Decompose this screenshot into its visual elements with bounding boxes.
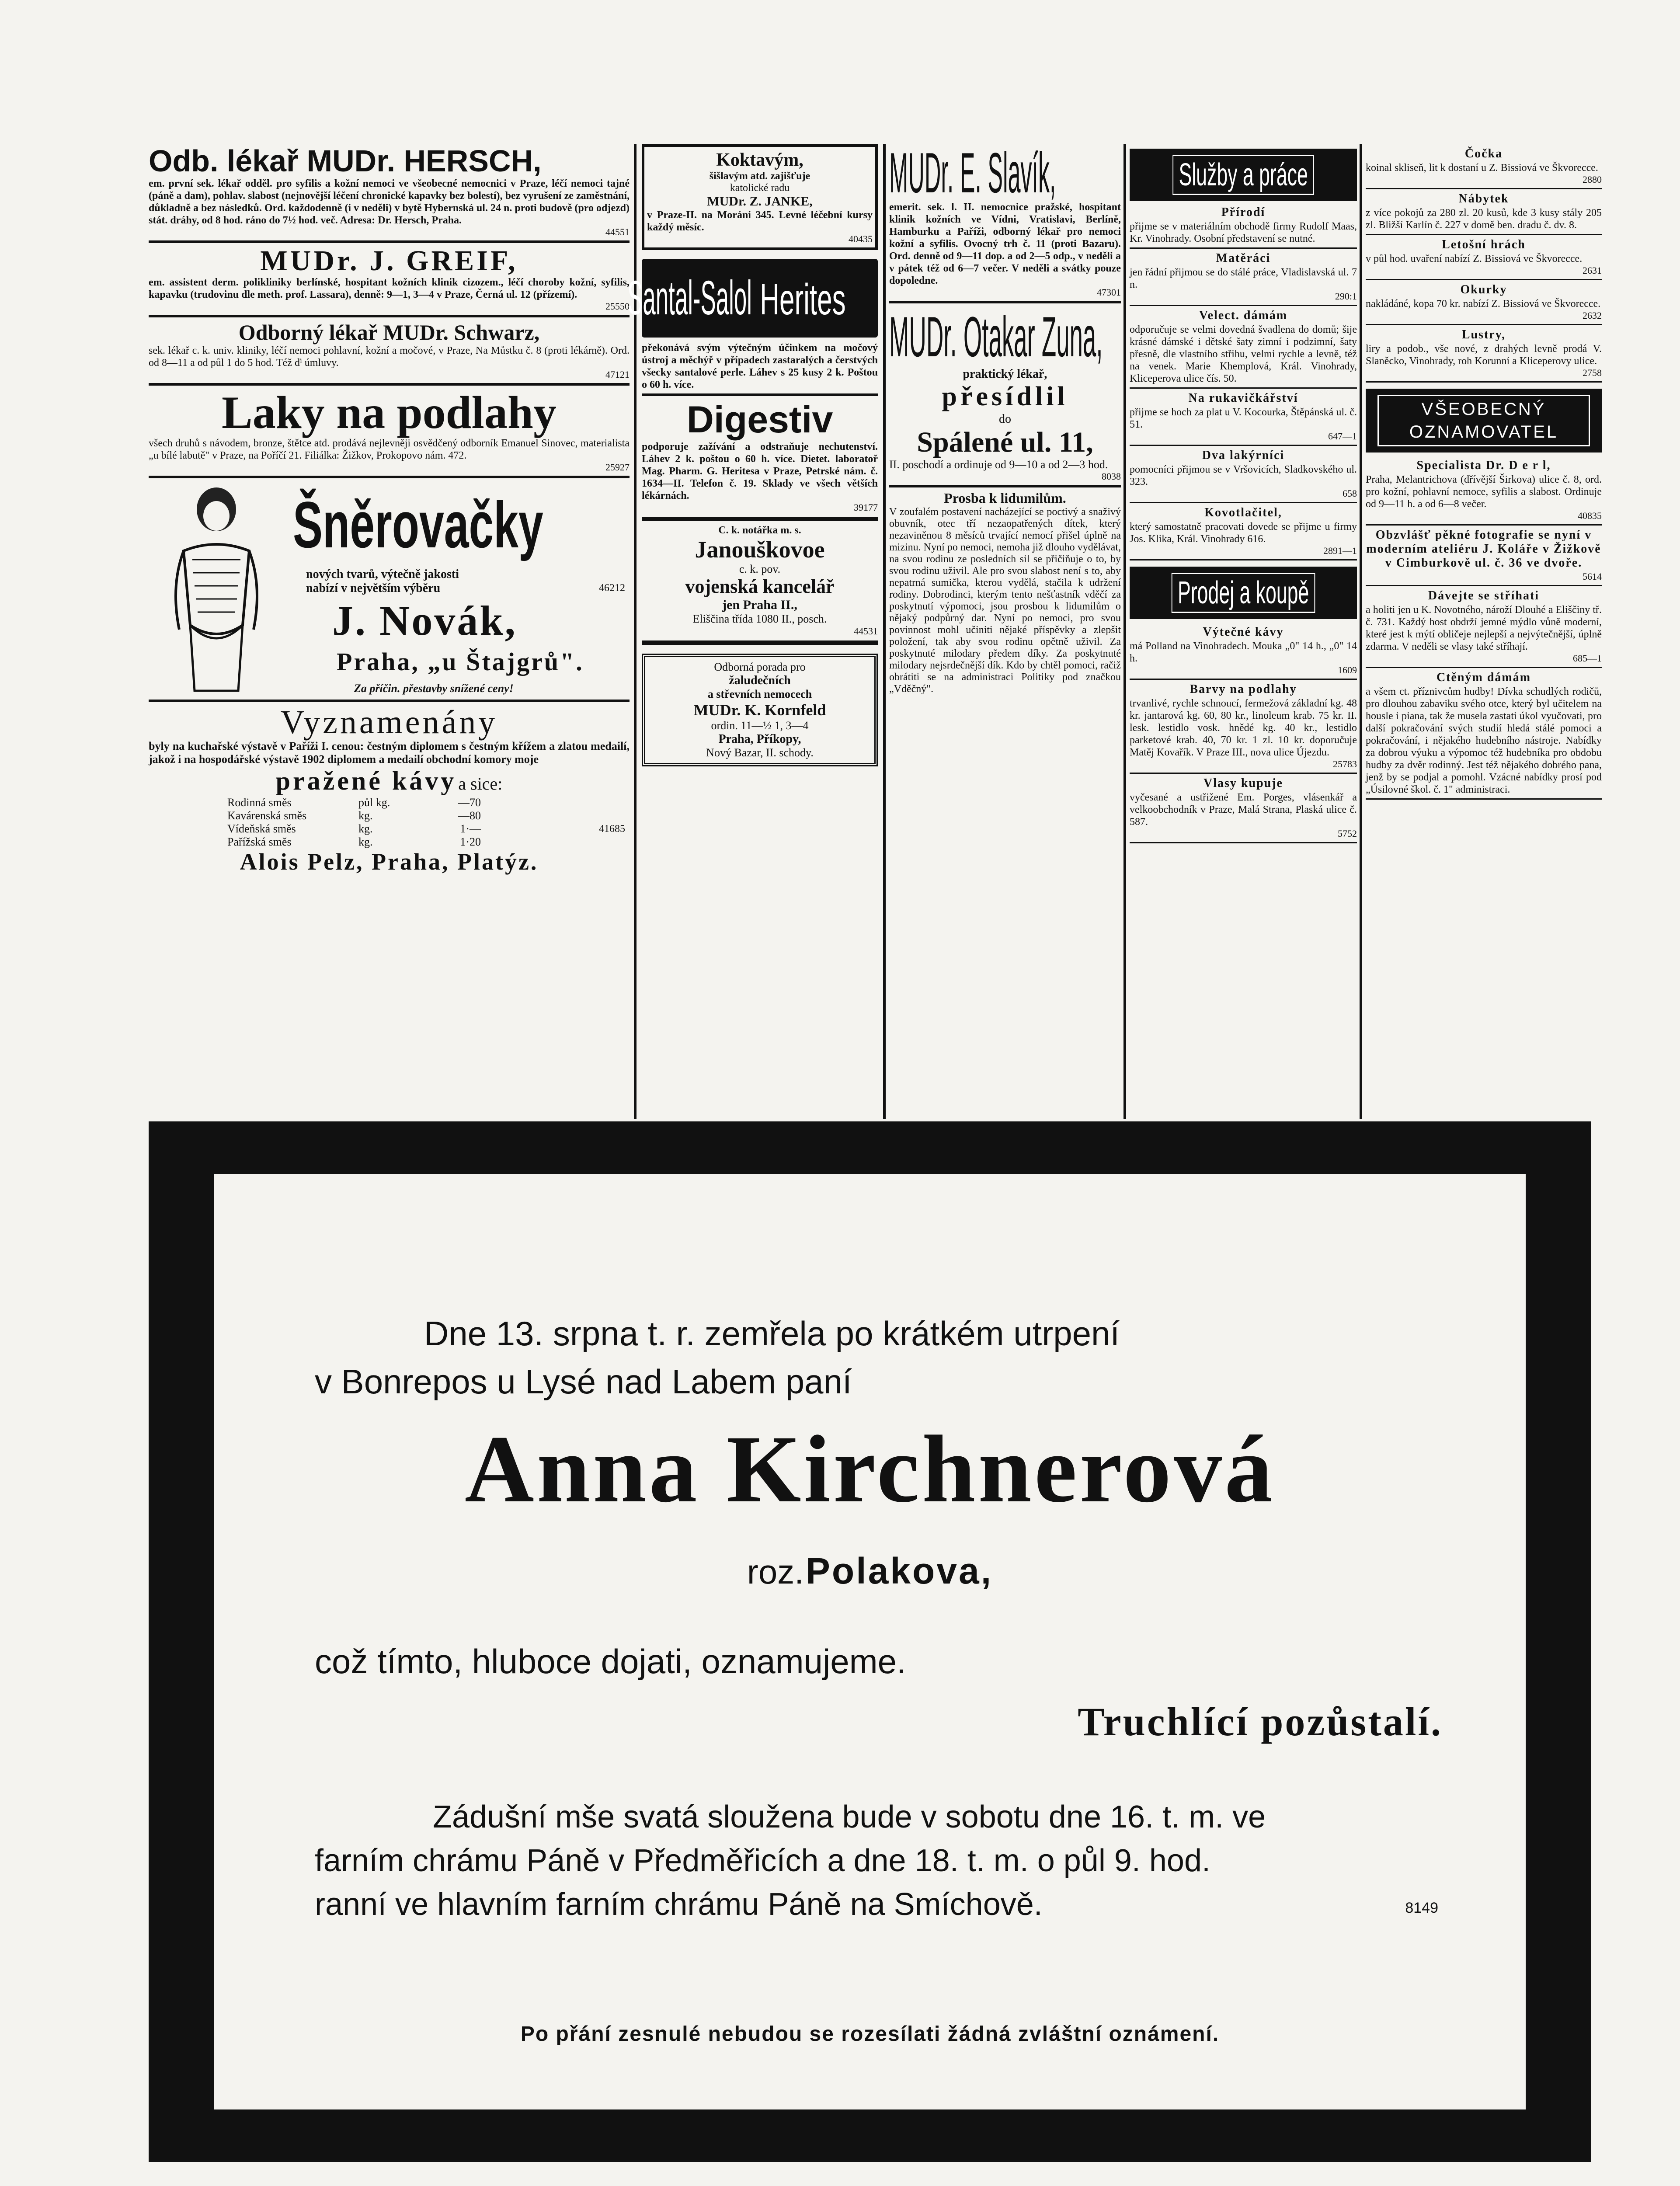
zuna-do: do: [999, 412, 1011, 426]
classified-item-text: nakládáné, kopa 70 kr. nabízí Z. Bissiová ve Škvorecce.: [1366, 298, 1601, 310]
kornfeld-address-1: Praha, Příkopy,: [718, 732, 801, 746]
classified-item-text: liry a podob., vše nové, z drahých levně prodá V. Slaněcko, Vinohrady, roh Korunní a Kliceperovy ulice.: [1366, 343, 1602, 367]
kornfeld-address-2: Nový Bazar, II. schody.: [706, 746, 814, 759]
column-5: [1366, 144, 1602, 1119]
santal-text: překonává svým výtečným účinkem na močový ústroj a měchýř v případech zastaralých a čerstvých všecky santalové perle. Láhev s 25 kusy 2 k. Poštou o 60 h. více.: [642, 342, 878, 390]
schwarz-number: 47121: [605, 369, 630, 380]
prodej-listing: [1130, 625, 1357, 843]
sluzby-listing: [1130, 205, 1357, 560]
janouskova-text-1: c. k. pov.: [739, 563, 781, 575]
digestiv-title: Digestiv: [686, 399, 833, 441]
sluzby-item-title: Matěráci: [1216, 251, 1271, 265]
oznamovatel-item-title: Dávejte se stříhati: [1428, 589, 1540, 602]
greif-title: MUDr. J. GREIF,: [260, 245, 518, 277]
laky-title: Laky na podlahy: [222, 387, 557, 438]
janke-heading: Koktavým,: [716, 150, 803, 170]
kornfeld-text-2: žaludečních: [729, 674, 791, 687]
classified-item-text: z více pokojů za 280 zl. 20 kusů, kde 3 kusy stály 205 zl. Bližší Karlín č. 227 v domě ben. dradu č. dv. 8.: [1366, 207, 1602, 231]
sluzby-item-text: přijme se v materiálním obchodě firmy Rudolf Maas, Kr. Vinohrady. Osobní představení se nutné.: [1130, 221, 1357, 244]
snerovacky-ad: [149, 481, 630, 752]
santal-salol-ad: [627, 259, 878, 391]
coffee-row: [227, 835, 498, 849]
digestiv-ad: [642, 399, 878, 513]
schwarz-ad: [149, 320, 630, 380]
janouskova-text-2: vojenská kancelář: [685, 576, 835, 597]
column-4: [1130, 144, 1357, 1119]
schwarz-title: Odborný lékař MUDr. Schwarz,: [238, 320, 540, 345]
prodej-item-title: Výtečné kávy: [1203, 625, 1284, 639]
laky-number: 25927: [605, 462, 630, 473]
classified-item-title: Lustry,: [1461, 328, 1506, 341]
prodej-item-number: 25783: [1333, 759, 1357, 769]
classified-item-text: koinal skliseň, lit k dostaní u Z. Bissiová ve Škvorecce.: [1366, 162, 1598, 174]
oznamovatel-item: [1366, 671, 1602, 800]
snerovacky-title: Šněrovačky: [293, 488, 543, 561]
nee-name: Polakova,: [805, 1550, 993, 1591]
death-notice-frame: [149, 1121, 1591, 2162]
novak-note: Za příčin. přestavby snížené ceny!: [354, 682, 514, 695]
novak-address: Praha, „u Štajgrů".: [337, 647, 584, 676]
column-rule-2: [883, 144, 886, 1119]
oznamovatel-item: [1366, 528, 1602, 586]
classified-item-number: 2880: [1583, 174, 1602, 185]
prodej-item: [1130, 776, 1357, 843]
coffee-row: [227, 809, 498, 822]
janouskova-address-1: jen Praha II.,: [722, 598, 797, 612]
coffee-name: Pařížská směs: [227, 835, 292, 848]
coffee-price-list: [149, 796, 630, 849]
sluzby-item: [1130, 309, 1357, 389]
classified-item: [1366, 283, 1602, 325]
oznamovatel-listing: [1366, 459, 1602, 800]
janouskova-name: Janouškovoe: [695, 536, 825, 563]
deceased-name: Anna Kirchnerová: [464, 1416, 1276, 1522]
classified-item-title: Čočka: [1464, 147, 1503, 160]
sluzby-item: [1130, 205, 1357, 249]
coffee-price: 1·20: [460, 835, 481, 848]
prosba-text: V zoufalém postavení nacházející se poctivý a snaživý obuvník, otec tří nezaopatřených dítek, který nezaviněnou 8 měsíců trvající nemocí přišel úplně na mizinu. Nyní po nemoci, nemoha již dlouho vydělávat, na svou rodinu ze posledních sil se přičiňuje o to, by svou rodinu uživil. Ale pro svou slabost není s to, aby nepatrná sumička, kterou vydělá, stačila k udržení rodiny. Dobrodinci, kterým tento nešťastník vděčí za poskytnutí výpomoci, jsou prosbou k lidumilům o nějaký podpůrný dar. Nyní po nemoci, pro svou povinnost mohl učiniti nějaké příspěvky a zlepšit položení, tak aby svou rodinu opětně uživil. Za poskytnuté milodary předem díky. Za poskytnuté milodary nejsrdečnější dík. Kdo by chtěl pomoci, račiž obrátiti se na administraci Politiky pod značkou „Vděčný".: [889, 506, 1121, 695]
coffee-name: Kavárenská směs: [227, 809, 307, 822]
hersch-ad: [149, 144, 630, 238]
santal-banner: [627, 259, 878, 338]
coffee-price: —80: [458, 809, 481, 822]
classified-item: [1366, 147, 1602, 189]
sluzby-item: [1130, 251, 1357, 306]
hersch-number: 44551: [605, 226, 630, 237]
janke-text-2: katolické radu: [730, 182, 790, 194]
oznamovatel-item-text: a holiti jen u K. Novotného, nároží Dlouhé a Eliščiny tř. č. 731. Každý host obdrží jemné mýdlo vůně moderní, které jest k mýtí obličeje nejlepší a nejvýtečnější, úplně zdarma. V neděli se vlasy také stříhají.: [1366, 604, 1602, 652]
snerovacky-text-2: nabízí v největším výběru: [306, 581, 441, 595]
death-notice-number: 8149: [1405, 1900, 1438, 1916]
zuna-address: Spálené ul. 11,: [917, 426, 1093, 458]
sluzby-item-text: přijme se hoch za plat u V. Kocourka, Štěpánská ul. č. 51.: [1130, 407, 1357, 430]
oznamovatel-item-text: Praha, Melantrichova (dřívější Širkova) ulice č. 8, ord. pro kožní, pohlavní nemoce, syfilis a slabost. Ordinuje od 9—11 h. a od 6—8 večer.: [1366, 474, 1602, 510]
kornfeld-text-3: a střevních nemocech: [707, 688, 812, 700]
prodej-item: [1130, 625, 1357, 680]
prodej-item-text: vyčesané a ustřižené Em. Porges, vlásenkář a velkoobchodník v Praze, Malá Strana, Plaská ulice č. 587.: [1130, 792, 1357, 828]
santal-line-2: Herites: [760, 275, 846, 324]
coffee-price: —70: [458, 796, 481, 809]
death-line-2: v Bonrepos u Lysé nad Labem paní: [315, 1362, 852, 1401]
prodej-header: [1130, 567, 1357, 619]
prodej-item-title: Barvy na podlahy: [1190, 682, 1297, 696]
oznamovatel-item-number: 40835: [1578, 510, 1602, 521]
coffee-unit: kg.: [358, 822, 373, 835]
sluzby-header: [1130, 149, 1357, 201]
slavik-title: MUDr. E. Slavík,: [889, 141, 1056, 205]
sluzby-item-number: 290:1: [1335, 291, 1357, 302]
prodej-item: [1130, 682, 1357, 774]
zuna-title: MUDr. Otakar Zuna,: [889, 305, 1103, 369]
prodej-item-title: Vlasy kupuje: [1203, 776, 1283, 790]
laky-text: všech druhů s návodem, bronze, štětce atd. prodává nejlevněji osvědčený odborník Emanuel Sinovec, materialista „u bílé labutě" v Praze, na Poříčí 21. Filiálka: Žižkov, Prokopovo nám. 472.: [149, 438, 630, 461]
sluzby-item-title: Na rukavičkářství: [1188, 391, 1298, 405]
vyznamenany-text: byly na kuchařské výstavě v Paříži I. cenou: čestným diplomem s čestným křížem a zlatou medailí, jakož i na hospodářské výstavě 1902 diplomem a medailí obchodní komory moje: [149, 740, 630, 766]
vyznamenany-title: Vyznamenány: [280, 704, 498, 741]
prodej-item-text: má Polland na Vinohradech. Mouka „0" 14 h., „0" 14 h.: [1130, 640, 1357, 664]
mass-line-2: farním chrámu Páně v Předměřicích a dne 18. t. m. o půl 9. hod.: [315, 1843, 1211, 1878]
prodej-item-number: 5752: [1338, 828, 1357, 839]
coffee-row: [227, 822, 498, 835]
coffee-name: Rodinná směs: [227, 796, 292, 809]
kornfeld-name: MUDr. K. Kornfeld: [693, 701, 826, 719]
schwarz-text: sek. lékař c. k. univ. kliniky, léčí nemoci pohlavní, kožní a močové, v Praze, Na Můstku č. 8 (proti lékárně). Ord. od 8—11 a od půl 1 do 5 hod. Též dⁱ úmluvy.: [149, 345, 630, 369]
sluzby-item: [1130, 449, 1357, 503]
column-3: [889, 141, 1121, 1119]
oznamovatel-item-number: 685—1: [1573, 653, 1602, 664]
column-1: [149, 144, 630, 1119]
column-rule-3: [1123, 144, 1126, 1119]
oznamovatel-header: [1366, 389, 1602, 453]
classified-item-number: 2632: [1583, 310, 1602, 321]
sluzby-item-title: Velect. dámám: [1199, 309, 1288, 322]
janke-text-1: šišlavým atd. zajišťuje: [709, 171, 810, 182]
sluzby-item-number: 658: [1343, 488, 1357, 499]
janke-address: v Praze-II. na Moráni 345. Levné léčební kursy každý měsíc.: [647, 209, 873, 233]
sluzby-item-title: Přírodí: [1221, 205, 1266, 219]
oznamovatel-item-title: Ctěným dámám: [1436, 671, 1531, 684]
zuna-moved: přesídlil: [942, 382, 1068, 411]
classified-item: [1366, 192, 1602, 235]
greif-number: 25550: [605, 301, 630, 312]
zuna-subtitle: praktický lékař,: [963, 367, 1047, 381]
sluzby-header-label: Služby a práce: [1172, 155, 1314, 195]
classified-item: [1366, 328, 1602, 383]
classifieds-listing: [1366, 147, 1602, 383]
novak-name: J. Novák,: [332, 597, 517, 644]
oznamovatel-header-label: VŠEOBECNÝ OZNAMOVATEL: [1377, 395, 1590, 446]
sluzby-item-title: Kovotlačitel,: [1204, 506, 1282, 519]
column-2: [627, 144, 878, 1119]
zuna-ad: [889, 306, 1121, 482]
snerovacky-number: 46212: [599, 582, 625, 594]
kornfeld-ad: [642, 654, 878, 766]
classified-item-text: v půl hod. uvaření nabízí Z. Bissiová ve Škvorecce.: [1366, 253, 1583, 265]
classified-item-number: 2758: [1583, 367, 1602, 378]
janke-ad: [642, 144, 878, 250]
slavik-number: 47301: [1097, 287, 1121, 298]
janke-number: 40435: [849, 233, 873, 244]
coffee-unit: půl kg.: [358, 796, 390, 809]
oznamovatel-item: [1366, 589, 1602, 668]
prosba-ad: [889, 490, 1121, 695]
nee-prefix: roz.: [747, 1552, 804, 1591]
prazene-title: pražené kávy: [275, 766, 457, 795]
zuna-number: 8038: [1102, 471, 1121, 482]
death-line-3: což tímto, hluboce dojati, oznamujeme.: [315, 1642, 906, 1681]
classified-item-title: Letošní hrách: [1442, 238, 1526, 251]
hersch-text: em. první sek. lékař odděl. pro syfilis a kožní nemoci ve všeobecné nemocnici v Praze, léčí nemoci tajné (páně a dam), pohlav. slabost (nejnovější léčení chronické kapavky bez bolestí), bez vyrušení ze zaměstnání, důkladně a bez následků. Ord. každodenně (i v neděli) v bytě Hybernská ul. 24 n. proti budově (pro odjezd) stát. dráhy, od 8 hod. ráno do 7½ hod. več. Adresa: Dr. Hersch, Praha.: [149, 178, 630, 226]
nee-line: [214, 1550, 1526, 1592]
coffee-unit: kg.: [358, 835, 373, 848]
coffee-name: Vídeňská směs: [227, 822, 296, 835]
prodej-item-number: 1609: [1338, 665, 1357, 675]
sluzby-item-text: odporučuje se velmi dovedná švadlena do domů; šije krásné dámské i dětské šaty zimní i podzimní, šaty přesně, dle vlastního střihu, velmi rychle a levně, též na venek. Marie Khemplová, Král. Vinohrady, Kliceperova ulice čís. 50.: [1130, 324, 1357, 384]
oznamovatel-item: [1366, 459, 1602, 526]
sluzby-item: [1130, 506, 1357, 560]
sluzby-item: [1130, 391, 1357, 446]
prosba-title: Prosba k lidumilům.: [944, 490, 1066, 506]
janouskova-address-2: Eliščina třída 1080 II., posch.: [692, 613, 827, 625]
sluzby-item-number: 647—1: [1328, 431, 1357, 442]
greif-text: em. assistent derm. polikliniky berlínské, hospitant kožních klinik cizozem., léčí choroby kožní, syfilis, kapavku (trudovinu dle meth. prof. Lassara), denně: 9—1, 3—4 v Praze, Černá ul. 12 (přízemí).: [149, 277, 630, 300]
classified-item-number: 2631: [1583, 265, 1602, 276]
sluzby-item-text: jen řádní přijmou se do stálé práce, Vladislavská ul. 7 n.: [1130, 267, 1357, 290]
hersch-title: Odb. lékař MUDr. HERSCH,: [149, 144, 542, 178]
oznamovatel-item-text: a všem ct. příznivcům hudby! Dívka schudlých rodičů, pro dlouhou zabaviku svého otce, který byl učitelem na housle i piana, tak že musela zastati úkol vyučovati, pro další pokračování svých studií hledá stálé pomoci a pokračování, i nějakého hudebního nástroje. Nabídky za dobrou výuku a výpomoc též hudebníka pro obdobu hudby za dvěr rodinný. Jest též nějakého dobrého pana, jenž by se podjal a pomohl. Vzácné nabídky prosí pod „Úsilovné škol. č. 1" administraci.: [1366, 686, 1602, 795]
sluzby-item-text: který samostatně pracovati dovede se přijme u firmy Jos. Klika, Král. Vinohrady 616.: [1130, 521, 1357, 545]
mass-line-1: Zádušní mše svatá sloužena bude v sobotu dne 16. t. m. ve: [433, 1800, 1266, 1834]
coffee-price: 1·—: [460, 822, 481, 835]
coffee-unit: kg.: [358, 809, 373, 822]
snerovacky-text-1: nových tvarů, výtečně jakosti: [306, 567, 459, 581]
prodej-header-label: Prodej a koupě: [1172, 573, 1315, 613]
oznamovatel-item-number: 5614: [1583, 571, 1602, 582]
janouskova-ad: [642, 525, 878, 637]
janouskova-number: 44531: [854, 626, 878, 637]
zuna-hours: II. poschodí a ordinuje od 9—10 a od 2—3 hod.: [889, 458, 1108, 471]
classified-item: [1366, 238, 1602, 280]
coffee-number: 41685: [599, 823, 625, 835]
kornfeld-text-1: Odborná porada pro: [714, 661, 806, 673]
sluzby-item-text: pomocníci přijmou se v Vršovicích, Sladkovského ul. 323.: [1130, 464, 1357, 487]
prazene-suffix: a sice:: [458, 774, 503, 794]
death-line-1: Dne 13. srpna t. r. zemřela po krátkém utrpení: [424, 1314, 1120, 1353]
oznamovatel-item-title: Specialista Dr. D e r l,: [1416, 459, 1551, 472]
classified-item-title: Okurky: [1460, 283, 1507, 296]
sluzby-item-title: Dva lakýrníci: [1202, 449, 1285, 462]
greif-ad: [149, 246, 630, 312]
sluzby-item-number: 2891—1: [1323, 545, 1357, 556]
death-footer: Po přání zesnulé nebudou se rozesílati žádná zvláštní oznámení.: [520, 2022, 1220, 2046]
digestiv-number: 39177: [854, 502, 878, 513]
mass-line-3: ranní ve hlavním farním chrámu Páně na Smíchově.: [315, 1887, 1043, 1922]
mourners: Truchlící pozůstalí.: [1078, 1699, 1443, 1744]
janke-name: MUDr. Z. JANKE,: [707, 194, 813, 209]
digestiv-text: podporuje zažívání a odstraňuje nechutenství. Láhev 2 k. poštou o 60 h. více. Dietet. laboratoř Mag. Pharm. G. Heritesa v Praze, Petrské nám. č. 1634—II. Telefon č. 19. Sklady ve všech větších lékárnách.: [642, 441, 878, 501]
laky-ad: [149, 388, 630, 473]
santal-line-1: Santal-Salol: [627, 271, 752, 325]
corset-illustration: [166, 485, 267, 695]
prodej-item-text: trvanlivé, rychle schnoucí, fermežová základní kg. 48 kr. jantarová kg. 60, 80 kr., linoleum krab. 75 kr. II. lesk. lestidlo vosk. hnědé kg. 40 kr., lestidlo parketové krab. 40, 70 kr. 1 zl. 10 kr. doporučuje Matěj Kovařík. V Praze III., nova ulice Újezdu.: [1130, 698, 1357, 758]
janouskova-heading: C. k. notářka m. s.: [718, 525, 801, 536]
pelz-signature: Alois Pelz, Praha, Platýz.: [240, 849, 539, 875]
slavik-ad: [889, 141, 1121, 298]
coffee-row: [227, 796, 498, 809]
death-notice: [214, 1174, 1526, 2109]
oznamovatel-item-title: Obzvlášť pěkné fotografie se nyní v moderním ateliéru J. Koláře v Žižkově v Cimburkově ul. č. 36 ve dvoře.: [1366, 528, 1601, 570]
classified-item-title: Nábytek: [1458, 192, 1509, 205]
kornfeld-hours: ordin. 11—½ 1, 3—4: [711, 719, 809, 732]
slavik-text: emerit. sek. l. II. nemocnice pražské, hospitant klinik kožních ve Vídni, Vratislavi, Berlíně, Hamburku a Paříži, odborný lékař pro nemoci kožní a syfilis. Ovocný trh č. 11 (proti Bazaru). Ord. denně od 9—11 dop. a od 2—5 odp., v neděli a v pátek též od 6—7 večer. V neděli a svátky pouze dopoledne.: [889, 202, 1121, 286]
column-rule-4: [1360, 144, 1362, 1119]
